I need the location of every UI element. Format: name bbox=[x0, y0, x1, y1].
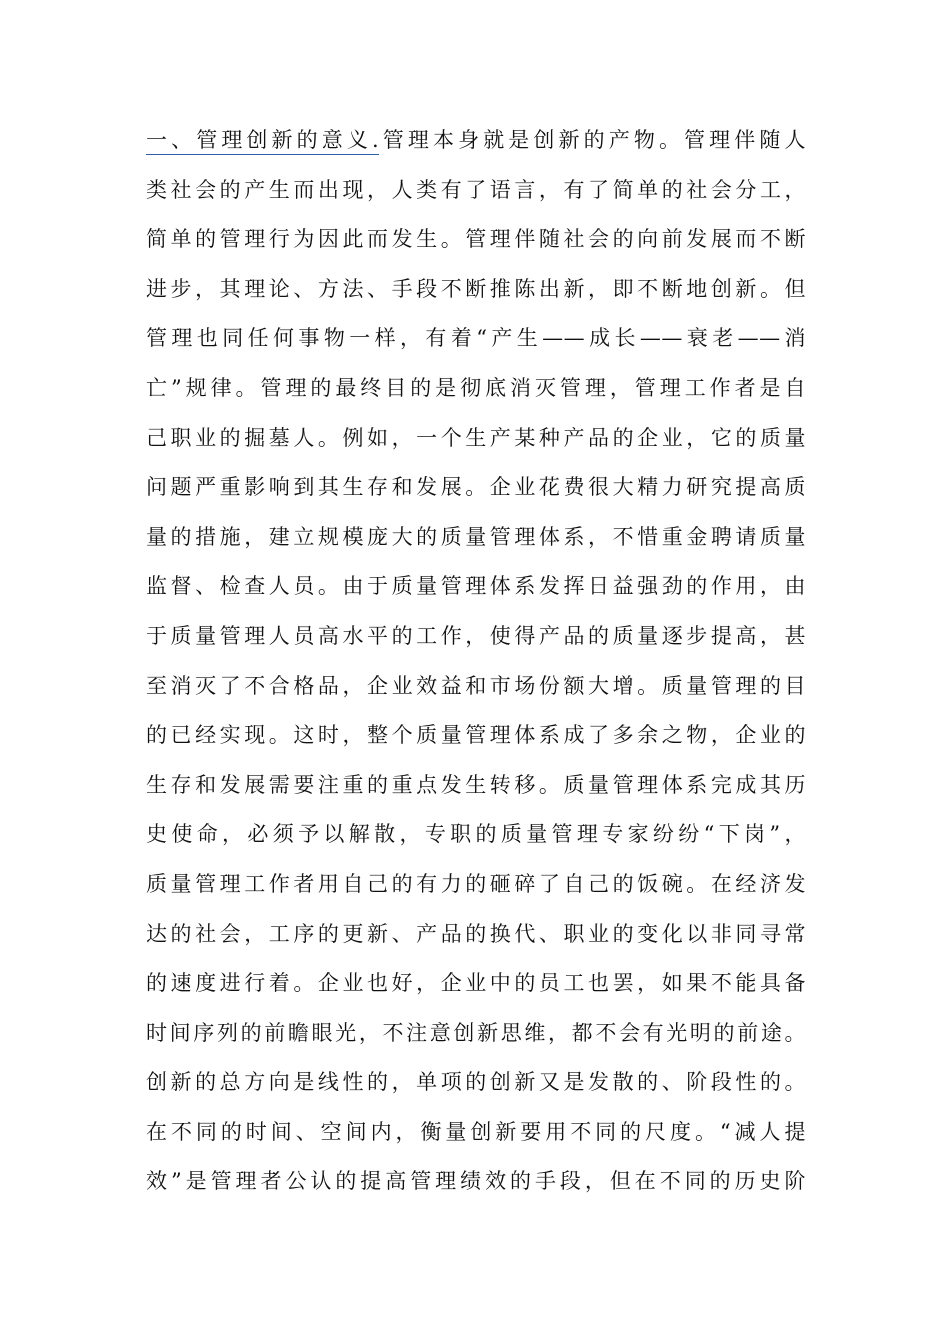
text-line: 效”是管理者公认的提高管理绩效的手段，但在不同的历史阶 bbox=[146, 1169, 806, 1194]
text-line: 史使命，必须予以解散，专职的质量管理专家纷纷“下岗”， bbox=[146, 822, 806, 847]
text-line: 创新的总方向是线性的，单项的创新又是发散的、阶段性的。 bbox=[146, 1070, 806, 1095]
text-line: 监督、检查人员。由于质量管理体系发挥日益强劲的作用，由 bbox=[146, 574, 806, 599]
text-line: 量的措施，建立规模庞大的质量管理体系，不惜重金聘请质量 bbox=[146, 524, 806, 549]
text-line: 至消灭了不合格品，企业效益和市场份额大增。质量管理的目 bbox=[146, 673, 806, 698]
text-line: 己职业的掘墓人。例如，一个生产某种产品的企业，它的质量 bbox=[146, 425, 806, 450]
text-line: 达的社会，工序的更新、产品的换代、职业的变化以非同寻常 bbox=[146, 921, 806, 946]
text-line: 进步，其理论、方法、手段不断推陈出新，即不断地创新。但 bbox=[146, 276, 806, 301]
body-text bbox=[146, 116, 806, 1207]
text-line: 时间序列的前瞻眼光，不注意创新思维，都不会有光明的前途。 bbox=[146, 1020, 806, 1045]
text-line: 的速度进行着。企业也好，企业中的员工也罢，如果不能具备 bbox=[146, 971, 806, 996]
text-line: 问题严重影响到其生存和发展。企业花费很大精力研究提高质 bbox=[146, 475, 806, 500]
text-line: 亡”规律。管理的最终目的是彻底消灭管理，管理工作者是自 bbox=[146, 375, 806, 400]
text-line: 简单的管理行为因此而发生。管理伴随社会的向前发展而不断 bbox=[146, 227, 806, 252]
text-line-content: 管理本身就是创新的产物。管理伴随人 bbox=[379, 128, 806, 152]
text-line: 生存和发展需要注重的重点发生转移。质量管理体系完成其历 bbox=[146, 772, 806, 797]
text-line bbox=[146, 116, 806, 166]
text-line: 的已经实现。这时，整个质量管理体系成了多余之物，企业的 bbox=[146, 723, 806, 748]
section-heading: 一、管理创新的意义. bbox=[146, 128, 379, 155]
text-line: 于质量管理人员高水平的工作，使得产品的质量逐步提高，甚 bbox=[146, 623, 806, 648]
text-line: 在不同的时间、空间内，衡量创新要用不同的尺度。“减人提 bbox=[146, 1119, 806, 1144]
text-line: 管理也同任何事物一样，有着“产生——成长——衰老——消 bbox=[146, 326, 806, 351]
text-line: 质量管理工作者用自己的有力的砸碎了自己的饭碗。在经济发 bbox=[146, 871, 806, 896]
text-line: 类社会的产生而出现，人类有了语言，有了简单的社会分工， bbox=[146, 177, 806, 202]
